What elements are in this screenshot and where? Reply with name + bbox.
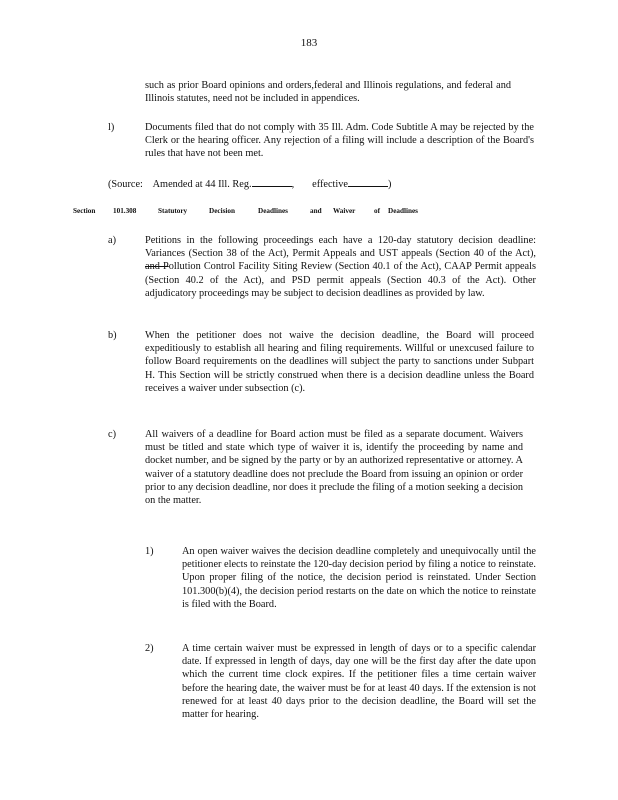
item-a-struck-text: and P <box>145 261 169 273</box>
item-a-text <box>145 234 536 300</box>
item-b-label: b) <box>108 330 117 341</box>
item-l-label: l) <box>108 122 115 133</box>
section-title-word: and <box>310 207 322 215</box>
section-title-word: of <box>374 207 380 215</box>
continuation-paragraph: such as prior Board opinions and orders,federal and Illinois regulations, and federal and Illinois statutes, need not be included in appendices. <box>145 80 511 105</box>
source-amended: Amended at 44 Ill. Reg. <box>152 179 252 190</box>
section-title-word: Deadlines <box>388 207 418 215</box>
item-b-text: When the petitioner does not waive the decision deadline, the Board will proceed expeditiously to establish all hearing and filing requirements. Willful or unexcused failure to follow Board requirements on the deadlines will subject the party to sanctions under Subpart H. This Section will be strictly construed when there is a decision deadline unless the Board receives a waiver under subsection (c). <box>145 330 534 394</box>
item-c2-label: 2) <box>145 643 154 654</box>
item-c-text: All waivers of a deadline for Board action must be filed as a separate document. Waivers must be titled and state which type of waiver it is, identify the proceeding by name and docket number, and be signed by the party or by an authorized representative or attorney. A waiver of a statutory deadline does not preclude the Board from issuing an opinion or order prior to any decision deadline, nor does it preclude the filing of a motion seeking a decision on the matter. <box>145 429 523 507</box>
page-number: 183 <box>300 37 318 49</box>
section-title-word: Decision <box>209 207 235 215</box>
item-l-text: Documents filed that do not comply with 35 Ill. Adm. Code Subtitle A may be rejected by the Clerk or the hearing officer. Any rejection of a filing will include a description of the Board's rules that have not been met. <box>145 122 534 160</box>
item-a-label: a) <box>108 235 116 246</box>
item-c-label: c) <box>108 429 116 440</box>
item-a-text-before: Petitions in the following proceedings each have a 120-day statutory decision deadline: Variances (Section 38 of the Act), Permit Appeals and UST appeals (Section 40 of the Act), <box>145 235 536 260</box>
register-blank <box>252 177 292 187</box>
source-close: ) <box>388 179 392 190</box>
source-prefix: (Source: <box>108 179 143 190</box>
section-title-word: Waiver <box>333 207 356 215</box>
item-c1-text: An open waiver waives the decision deadline completely and unequivocally until the petitioner elects to reinstate the 120-day decision period by filing a notice to reinstate. Upon proper filing of the notice, the decision period is reinstated. Under Section 101.300(b)(4), the decision period restarts on the date on which the notice to reinstate is filed with the Board. <box>182 546 536 610</box>
item-c1-label: 1) <box>145 546 154 557</box>
source-effective: effective <box>312 179 348 190</box>
section-number: 101.308 <box>113 207 137 215</box>
section-title-word: Statutory <box>158 207 188 215</box>
section-word: Section <box>73 207 96 215</box>
section-title-word: Deadlines <box>258 207 288 215</box>
item-c2-text: A time certain waiver must be expressed in length of days or to a specific calendar date. If expressed in length of days, day one will be the first day after the date upon which the current time clock expires. If the petitioner files a time certain waiver before the hearing date, the waiver must be for at least 40 days. If the extension is not renewed for at least 40 days prior to the decision deadline, the Board will set the matter for hearing. <box>182 643 536 721</box>
item-a-text-after: ollution Control Facility Siting Review (Section 40.1 of the Act), CAAP Permit appeals (Section 40.2 of the Act), and PSD permit appeals (Section 40.3 of the Act). Other adjudicatory proceedings may be subject to decision deadlines as provided by law. <box>145 261 536 299</box>
effective-blank <box>348 177 388 187</box>
source-note: (Source: Amended at 44 Ill. Reg. , effective ) <box>108 179 392 190</box>
